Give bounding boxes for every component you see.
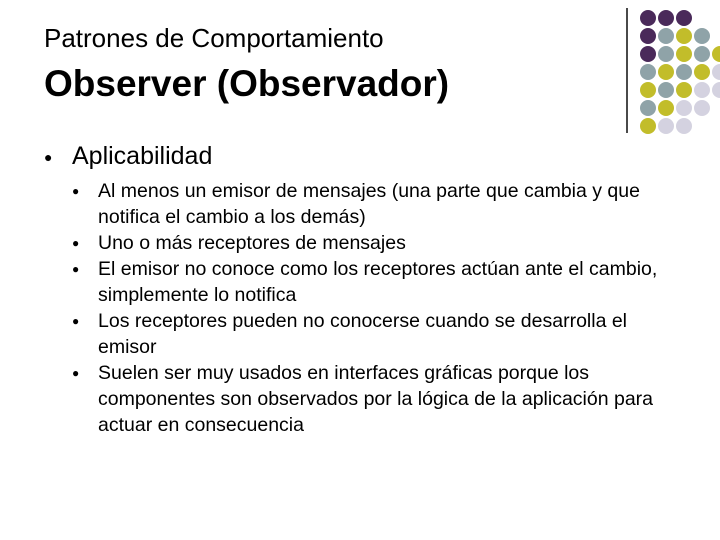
sub-bullet-list	[0, 178, 720, 438]
bullet-icon: ●	[72, 314, 80, 328]
list-item-text: El emisor no conoce como los receptores actúan ante el cambio, simplemente lo notifica	[98, 258, 658, 306]
bullet-icon: ●	[72, 184, 80, 198]
main-bullet-text: Aplicabilidad	[72, 142, 213, 170]
bullet-icon: ●	[44, 149, 53, 165]
slide-title: Observer (Observador)	[44, 63, 450, 104]
bullet-icon: ●	[72, 366, 80, 380]
list-item-text: Al menos un emisor de mensajes (una parte que cambia y que notifica el cambio a los demás)	[98, 180, 640, 228]
bullet-icon: ●	[72, 236, 80, 250]
list-item	[0, 308, 688, 360]
list-item-text: Uno o más receptores de mensajes	[98, 232, 406, 254]
list-item	[0, 360, 688, 438]
slide-subtitle: Patrones de Comportamiento	[44, 23, 384, 53]
bullet-icon: ●	[72, 262, 80, 276]
list-item-text: Los receptores pueden no conocerse cuando se desarrolla el emisor	[98, 310, 628, 358]
list-item	[0, 256, 688, 308]
list-item	[0, 178, 688, 230]
list-item	[0, 230, 688, 256]
list-item-text: Suelen ser muy usados en interfaces gráficas porque los componentes son observados por la lógica de la aplicación para actuar en consecuencia	[98, 362, 654, 436]
